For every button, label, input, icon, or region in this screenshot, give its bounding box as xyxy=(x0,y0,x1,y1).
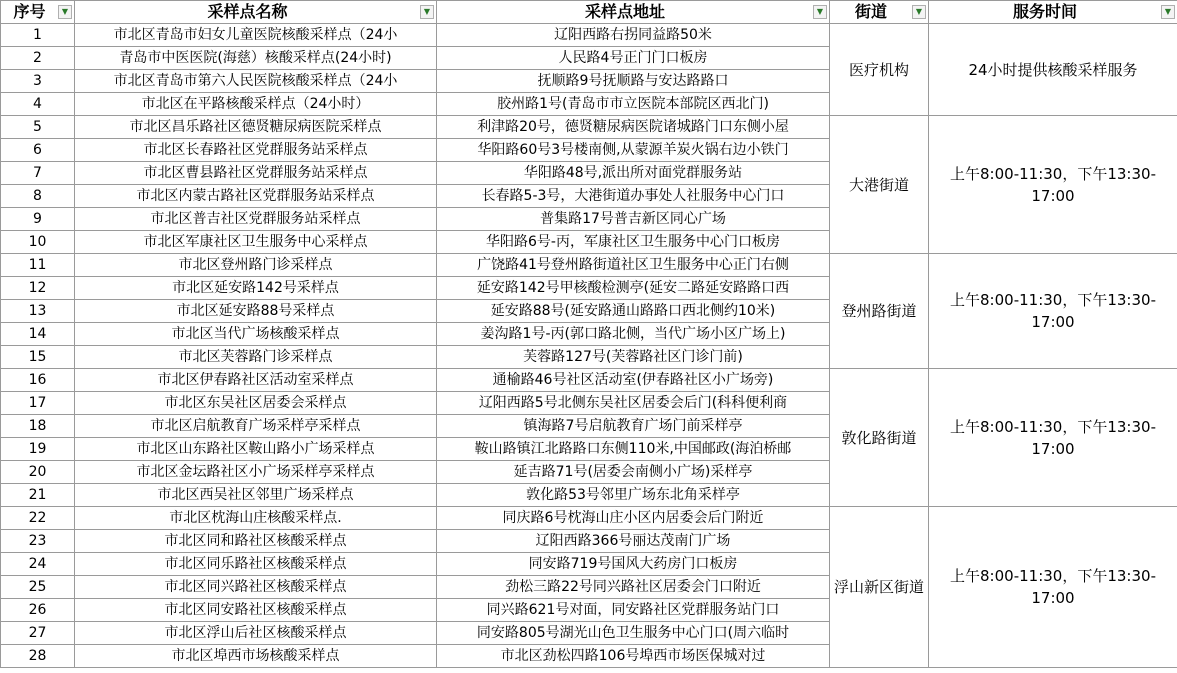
cell-site-address[interactable]: 姜沟路1号-丙(郭口路北侧，当代广场小区广场上) xyxy=(437,323,830,346)
cell-seq[interactable]: 18 xyxy=(1,415,75,438)
cell-site-address[interactable]: 鞍山路镇江北路路口东侧110米,中国邮政(海泊桥邮 xyxy=(437,438,830,461)
cell-seq[interactable]: 26 xyxy=(1,599,75,622)
cell-site-name[interactable]: 市北区同兴路社区核酸采样点 xyxy=(75,576,437,599)
cell-seq[interactable]: 25 xyxy=(1,576,75,599)
cell-site-name[interactable]: 市北区埠西市场核酸采样点 xyxy=(75,645,437,668)
cell-site-address[interactable]: 辽阳西路366号丽达茂南门广场 xyxy=(437,530,830,553)
cell-service-time[interactable]: 24小时提供核酸采样服务 xyxy=(929,24,1177,116)
cell-site-address[interactable]: 利津路20号，德贤糖尿病医院诸城路门口东侧小屋 xyxy=(437,116,830,139)
cell-site-name[interactable]: 市北区昌乐路社区德贤糖尿病医院采样点 xyxy=(75,116,437,139)
cell-site-name[interactable]: 市北区军康社区卫生服务中心采样点 xyxy=(75,231,437,254)
cell-site-address[interactable]: 延安路88号(延安路通山路路口西北侧约10米) xyxy=(437,300,830,323)
cell-seq[interactable]: 12 xyxy=(1,277,75,300)
cell-site-name[interactable]: 市北区山东路社区鞍山路小广场采样点 xyxy=(75,438,437,461)
cell-site-name[interactable]: 市北区东吴社区居委会采样点 xyxy=(75,392,437,415)
table-row xyxy=(1,24,1177,47)
cell-site-name[interactable]: 市北区青岛市第六人民医院核酸采样点（24小 xyxy=(75,70,437,93)
cell-seq[interactable]: 15 xyxy=(1,346,75,369)
cell-site-name[interactable]: 市北区普吉社区党群服务站采样点 xyxy=(75,208,437,231)
cell-site-address[interactable]: 辽阳西路5号北侧东吴社区居委会后门(科科便利商 xyxy=(437,392,830,415)
cell-seq[interactable]: 2 xyxy=(1,47,75,70)
cell-site-address[interactable]: 抚顺路9号抚顺路与安达路路口 xyxy=(437,70,830,93)
cell-site-address[interactable]: 同兴路621号对面，同安路社区党群服务站门口 xyxy=(437,599,830,622)
cell-seq[interactable]: 24 xyxy=(1,553,75,576)
cell-site-name[interactable]: 市北区延安路142号采样点 xyxy=(75,277,437,300)
cell-site-address[interactable]: 延安路142号甲核酸检测亭(延安二路延安路路口西 xyxy=(437,277,830,300)
cell-seq[interactable]: 6 xyxy=(1,139,75,162)
cell-seq[interactable]: 16 xyxy=(1,369,75,392)
cell-seq[interactable]: 22 xyxy=(1,507,75,530)
cell-site-name[interactable]: 市北区内蒙古路社区党群服务站采样点 xyxy=(75,185,437,208)
cell-site-address[interactable]: 芙蓉路127号(芙蓉路社区门诊门前) xyxy=(437,346,830,369)
cell-street[interactable]: 敦化路街道 xyxy=(830,369,929,507)
cell-site-address[interactable]: 长春路5-3号，大港街道办事处人社服务中心门口 xyxy=(437,185,830,208)
cell-site-name[interactable]: 市北区在平路核酸采样点（24小时） xyxy=(75,93,437,116)
table-body xyxy=(1,24,1177,668)
filter-dropdown-icon[interactable]: ▼ xyxy=(58,5,72,19)
cell-service-time[interactable]: 上午8:00-11:30，下午13:30-17:00 xyxy=(929,507,1177,668)
cell-site-name[interactable]: 市北区同安路社区核酸采样点 xyxy=(75,599,437,622)
cell-site-name[interactable]: 市北区同和路社区核酸采样点 xyxy=(75,530,437,553)
cell-site-name[interactable]: 市北区芙蓉路门诊采样点 xyxy=(75,346,437,369)
cell-site-address[interactable]: 市北区劲松四路106号埠西市场医保城对过 xyxy=(437,645,830,668)
cell-site-name[interactable]: 市北区启航教育广场采样亭采样点 xyxy=(75,415,437,438)
cell-seq[interactable]: 20 xyxy=(1,461,75,484)
cell-seq[interactable]: 11 xyxy=(1,254,75,277)
cell-site-name[interactable]: 市北区西吴社区邻里广场采样点 xyxy=(75,484,437,507)
column-header-name[interactable]: 采样点名称 ▼ xyxy=(75,1,437,24)
cell-site-address[interactable]: 广饶路41号登州路街道社区卫生服务中心正门右侧 xyxy=(437,254,830,277)
cell-seq[interactable]: 17 xyxy=(1,392,75,415)
cell-site-address[interactable]: 镇海路7号启航教育广场门前采样亭 xyxy=(437,415,830,438)
cell-site-name[interactable]: 市北区青岛市妇女儿童医院核酸采样点（24小 xyxy=(75,24,437,47)
table-row xyxy=(1,254,1177,277)
cell-site-address[interactable]: 华阳路48号,派出所对面党群服务站 xyxy=(437,162,830,185)
table-row xyxy=(1,116,1177,139)
header-row xyxy=(1,1,1177,24)
cell-site-address[interactable]: 华阳路6号-丙，军康社区卫生服务中心门口板房 xyxy=(437,231,830,254)
cell-site-name[interactable]: 市北区当代广场核酸采样点 xyxy=(75,323,437,346)
cell-site-name[interactable]: 市北区曹县路社区党群服务站采样点 xyxy=(75,162,437,185)
cell-site-name[interactable]: 市北区登州路门诊采样点 xyxy=(75,254,437,277)
filter-dropdown-icon[interactable]: ▼ xyxy=(912,5,926,19)
cell-street[interactable]: 医疗机构 xyxy=(830,24,929,116)
cell-seq[interactable]: 8 xyxy=(1,185,75,208)
cell-seq[interactable]: 14 xyxy=(1,323,75,346)
cell-seq[interactable]: 10 xyxy=(1,231,75,254)
cell-site-address[interactable]: 劲松三路22号同兴路社区居委会门口附近 xyxy=(437,576,830,599)
cell-site-name[interactable]: 市北区延安路88号采样点 xyxy=(75,300,437,323)
cell-site-address[interactable]: 敦化路53号邻里广场东北角采样亭 xyxy=(437,484,830,507)
cell-site-name[interactable]: 市北区伊春路社区活动室采样点 xyxy=(75,369,437,392)
cell-seq[interactable]: 28 xyxy=(1,645,75,668)
cell-seq[interactable]: 3 xyxy=(1,70,75,93)
cell-site-address[interactable]: 辽阳西路右拐同益路50米 xyxy=(437,24,830,47)
cell-service-time[interactable]: 上午8:00-11:30，下午13:30-17:00 xyxy=(929,254,1177,369)
cell-site-address[interactable]: 人民路4号正门门口板房 xyxy=(437,47,830,70)
cell-site-name[interactable]: 市北区长春路社区党群服务站采样点 xyxy=(75,139,437,162)
cell-seq[interactable]: 5 xyxy=(1,116,75,139)
cell-site-address[interactable]: 同安路805号湖光山色卫生服务中心门口(周六临时 xyxy=(437,622,830,645)
cell-street[interactable]: 登州路街道 xyxy=(830,254,929,369)
table-row xyxy=(1,507,1177,530)
cell-street[interactable]: 大港街道 xyxy=(830,116,929,254)
filter-dropdown-icon[interactable]: ▼ xyxy=(420,5,434,19)
table-row xyxy=(1,369,1177,392)
cell-seq[interactable]: 23 xyxy=(1,530,75,553)
cell-site-address[interactable]: 胶州路1号(青岛市市立医院本部院区西北门) xyxy=(437,93,830,116)
cell-seq[interactable]: 4 xyxy=(1,93,75,116)
cell-service-time[interactable]: 上午8:00-11:30，下午13:30-17:00 xyxy=(929,369,1177,507)
filter-dropdown-icon[interactable]: ▼ xyxy=(1161,5,1175,19)
cell-site-address[interactable]: 华阳路60号3号楼南侧,从蒙源羊炭火锅右边小铁门 xyxy=(437,139,830,162)
cell-site-address[interactable]: 普集路17号普吉新区同心广场 xyxy=(437,208,830,231)
cell-site-name[interactable]: 市北区同乐路社区核酸采样点 xyxy=(75,553,437,576)
column-header-address[interactable]: 采样点地址 ▼ xyxy=(437,1,830,24)
cell-street[interactable]: 浮山新区街道 xyxy=(830,507,929,668)
cell-site-address[interactable]: 通榆路46号社区活动室(伊春路社区小广场旁) xyxy=(437,369,830,392)
cell-site-name[interactable]: 市北区浮山后社区核酸采样点 xyxy=(75,622,437,645)
cell-seq[interactable]: 21 xyxy=(1,484,75,507)
cell-site-address[interactable]: 同安路719号国风大药房门口板房 xyxy=(437,553,830,576)
cell-site-name[interactable]: 市北区枕海山庄核酸采样点. xyxy=(75,507,437,530)
column-header-seq[interactable]: 序号 ▼ xyxy=(1,1,75,24)
column-header-service[interactable]: 服务时间 ▼ xyxy=(929,1,1177,24)
cell-seq[interactable]: 1 xyxy=(1,24,75,47)
cell-service-time[interactable]: 上午8:00-11:30，下午13:30-17:00 xyxy=(929,116,1177,254)
cell-site-name[interactable]: 青岛市中医医院(海慈）核酸采样点(24小时) xyxy=(75,47,437,70)
cell-seq[interactable]: 27 xyxy=(1,622,75,645)
cell-seq[interactable]: 13 xyxy=(1,300,75,323)
cell-site-name[interactable]: 市北区金坛路社区小广场采样亭采样点 xyxy=(75,461,437,484)
cell-seq[interactable]: 9 xyxy=(1,208,75,231)
filter-dropdown-icon[interactable]: ▼ xyxy=(813,5,827,19)
cell-seq[interactable]: 7 xyxy=(1,162,75,185)
cell-site-address[interactable]: 延吉路71号(居委会南侧小广场)采样亭 xyxy=(437,461,830,484)
cell-site-address[interactable]: 同庆路6号枕海山庄小区内居委会后门附近 xyxy=(437,507,830,530)
column-header-street[interactable]: 街道 ▼ xyxy=(830,1,929,24)
cell-seq[interactable]: 19 xyxy=(1,438,75,461)
